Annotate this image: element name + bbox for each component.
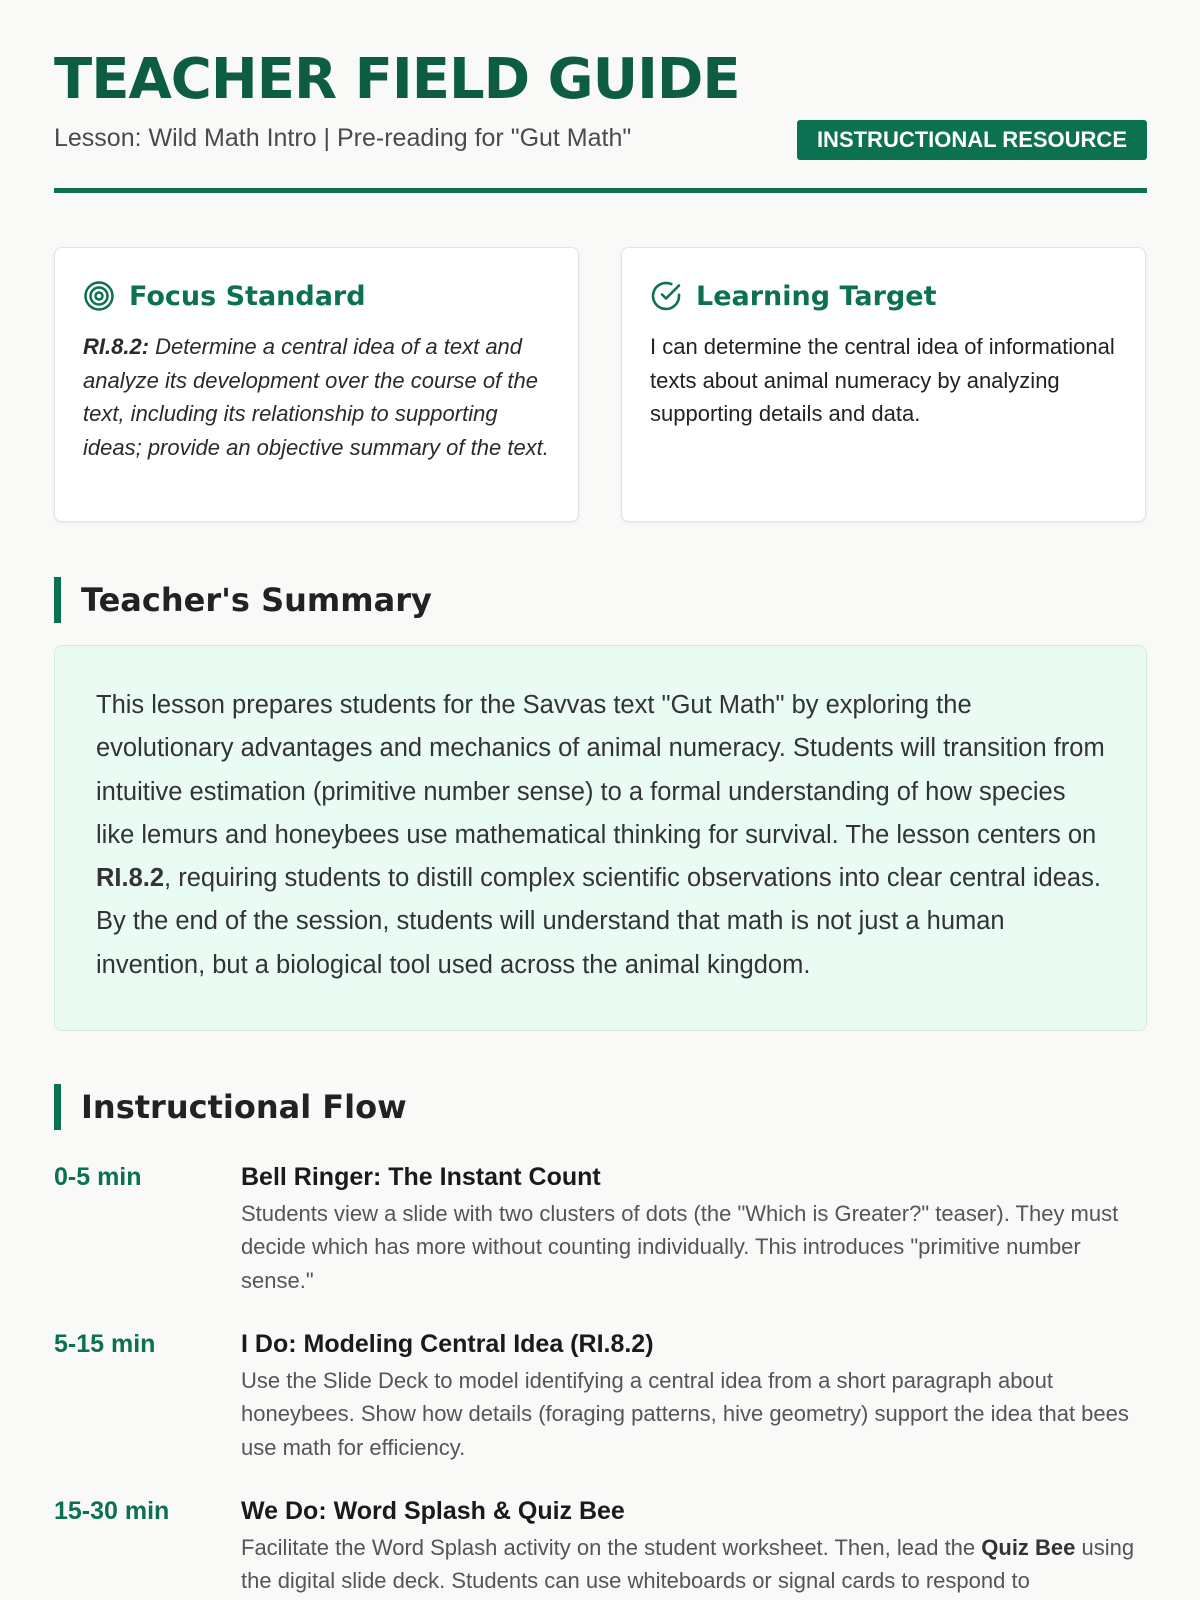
flow-description: Use the Slide Deck to model identifying a central idea from a short paragraph about honeybees. Show how details (foraging patterns, hive geometry) support the idea that bees use math for efficiency.: [241, 1368, 1129, 1460]
instructional-flow: [54, 1160, 1147, 1598]
summary-text-part: , requiring students to distill complex scientific observations into clear central ideas. By the end of the session, students will understand that math is not just a human invention, but a biological tool used across the animal kingdom.: [96, 864, 1101, 979]
flow-description-part: using the digital slide deck. Students can use whiteboards or signal cards to respond to: [241, 1535, 1135, 1594]
lesson-subtitle: Lesson: Wild Math Intro | Pre-reading for "Gut Math": [54, 124, 632, 152]
flow-description: Students view a slide with two clusters of dots (the "Which is Greater?" teaser). They must decide which has more without counting individually. This introduces "primitive number sense.": [241, 1201, 1119, 1293]
learning-target-text: I can determine the central idea of informational texts about animal numeracy by analyzing supporting details and data.: [650, 334, 1115, 426]
focus-standard-title: Focus Standard: [129, 280, 366, 312]
flow-time: 0-5 min: [54, 1163, 142, 1191]
page-title: TEACHER FIELD GUIDE: [54, 47, 740, 112]
flow-item: [54, 1327, 1147, 1494]
flow-heading: Instructional Flow: [54, 1084, 407, 1130]
target-icon: [83, 279, 117, 313]
flow-time: 15-30 min: [54, 1497, 170, 1525]
focus-standard-card: [54, 247, 579, 522]
summary-heading: Teacher's Summary: [54, 577, 432, 623]
flow-body: [241, 1327, 1147, 1464]
flow-body: [241, 1494, 1147, 1598]
learning-target-card: [621, 247, 1146, 522]
teacher-field-guide-page: [54, 0, 1147, 1594]
summary-box: [54, 645, 1147, 1031]
quiz-bee-term: Quiz Bee: [981, 1535, 1076, 1560]
standards-cards: [54, 247, 1147, 524]
flow-time: 5-15 min: [54, 1330, 156, 1358]
standard-code: RI.8.2:: [83, 334, 150, 359]
flow-item: [54, 1494, 1147, 1598]
flow-description: [241, 1531, 1147, 1598]
flow-item: [54, 1160, 1147, 1327]
summary-standard-code: RI.8.2: [96, 864, 165, 893]
learning-target-header: [650, 276, 1117, 316]
summary-text-part: This lesson prepares students for the Savvas text "Gut Math" by exploring the evolutionary advantages and mechanics of animal numeracy. Students will transition from intuitive estimation (primitive number sense) to a formal understanding of how species like lemurs and honeybees use mathematical thinking for survival. The lesson centers on: [96, 691, 1105, 849]
flow-title: I Do: Modeling Central Idea (RI.8.2): [241, 1330, 654, 1358]
flow-body: [241, 1160, 1147, 1297]
resource-badge: INSTRUCTIONAL RESOURCE: [797, 120, 1147, 160]
learning-target-title: Learning Target: [696, 280, 937, 312]
flow-description-part: Facilitate the Word Splash activity on the student worksheet. Then, lead the: [241, 1535, 982, 1560]
check-circle-icon: [650, 279, 684, 313]
flow-title: Bell Ringer: The Instant Count: [241, 1163, 601, 1191]
standard-description: Determine a central idea of a text and analyze its development over the course of the text, including its relationship to supporting ideas; provide an objective summary of the text.: [83, 334, 549, 460]
flow-title: We Do: Word Splash & Quiz Bee: [241, 1497, 625, 1525]
summary-text: [96, 684, 1106, 987]
page-header: [54, 0, 1147, 193]
focus-standard-text: [83, 330, 550, 464]
focus-standard-header: [83, 276, 550, 316]
